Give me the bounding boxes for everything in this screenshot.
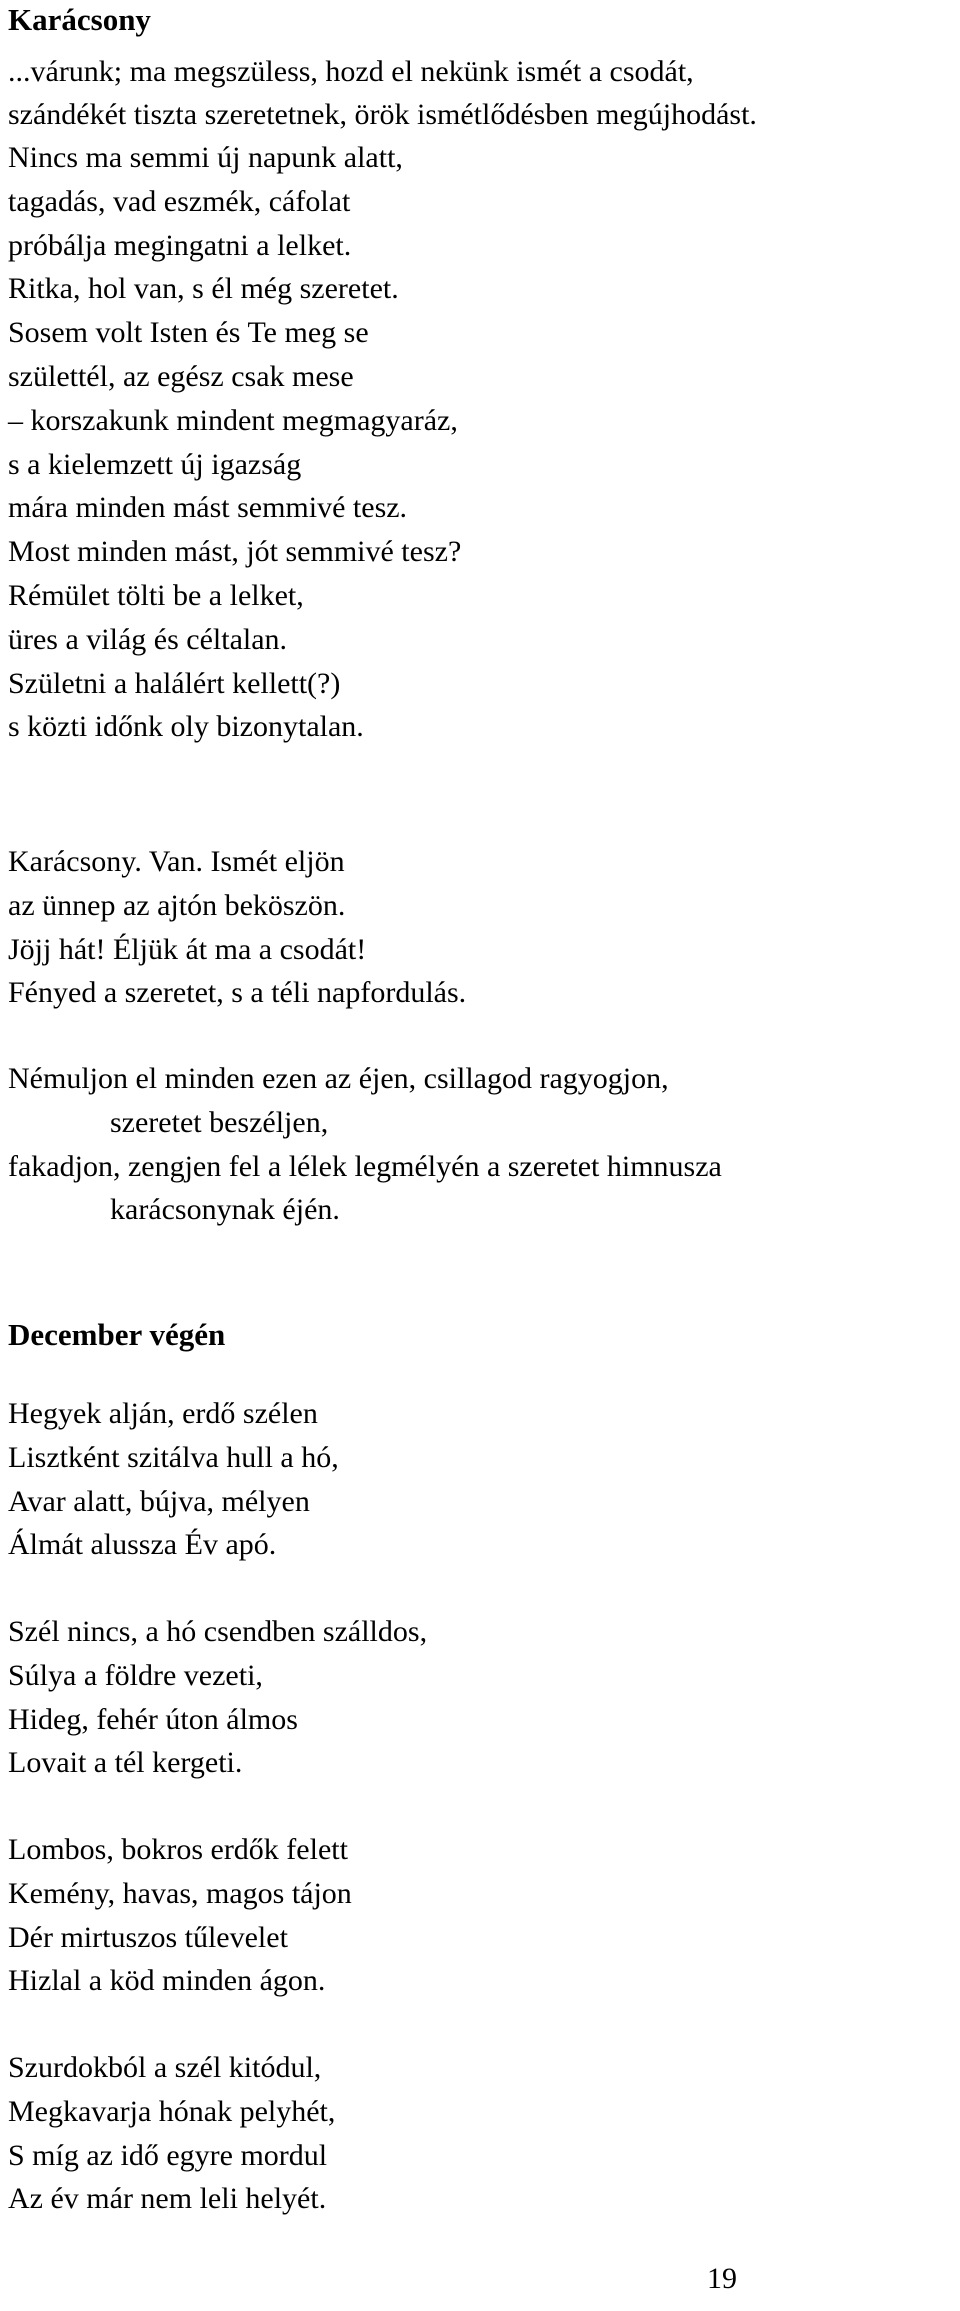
verse-line-indented: karácsonynak éjén. (110, 1193, 340, 1227)
verse-line: Rémület tölti be a lelket, (8, 578, 304, 612)
verse-line-indented: szeretet beszéljen, (110, 1105, 329, 1139)
december-stanza-2 (8, 1610, 427, 1785)
verse-line: s közti időnk oly bizonytalan. (8, 710, 364, 744)
verse-line: Karácsony. Van. Ismét eljön (8, 845, 345, 878)
verse-line: Álmát alussza Év apó. (8, 1528, 277, 1562)
verse-line: Szurdokból a szél kitódul, (8, 2051, 322, 2084)
verse-line: Szél nincs, a hó csendben szálldos, (8, 1615, 428, 1648)
verse-line: próbálja megingatni a lelket. (8, 228, 352, 262)
motto-line: ...várunk; ma megszüless, hozd el nekünk ismét a csodát, (8, 55, 694, 88)
verse-line: Némuljon el minden ezen az éjen, csillagod ragyogjon, (8, 1062, 669, 1095)
verse-line: tagadás, vad eszmék, cáfolat (8, 184, 351, 218)
verse-line: Hideg, fehér úton álmos (8, 1702, 298, 1736)
verse-line: Fényed a szeretet, s a téli napfordulás. (8, 976, 467, 1010)
poem-title-december-vegen: December végén (8, 1317, 226, 1352)
december-stanza-1 (8, 1392, 339, 1567)
december-stanza-3 (8, 1828, 352, 2003)
december-stanza-4 (8, 2046, 335, 2221)
karacsony-stanza-2 (8, 840, 466, 1015)
verse-line: – korszakunk mindent megmagyaráz, (8, 403, 458, 437)
verse-line: Kemény, havas, magos tájon (8, 1876, 352, 1910)
verse-line: Jöjj hát! Éljük át ma a csodát! (8, 932, 367, 966)
verse-line: Avar alatt, bújva, mélyen (8, 1484, 310, 1518)
verse-line: Dér mirtuszos tűlevelet (8, 1920, 288, 1954)
verse-line: Ritka, hol van, s él még szeretet. (8, 272, 399, 306)
poem-title-karacsony: Karácsony (8, 2, 151, 37)
verse-line: Most minden mást, jót semmivé tesz? (8, 535, 462, 569)
verse-line: S míg az idő egyre mordul (8, 2138, 328, 2172)
verse-line: Lisztként szitálva hull a hó, (8, 1440, 339, 1474)
verse-line: születtél, az egész csak mese (8, 359, 354, 393)
verse-line: üres a világ és céltalan. (8, 622, 288, 656)
verse-line: az ünnep az ajtón beköszön. (8, 888, 346, 922)
page-number: 19 (707, 2262, 737, 2295)
verse-line: Megkavarja hónak pelyhét, (8, 2094, 336, 2128)
verse-line: Súlya a földre vezeti, (8, 1658, 263, 1692)
verse-line: fakadjon, zengjen fel a lélek legmélyén a szeretet himnusza (8, 1149, 722, 1183)
karacsony-closing (8, 1057, 722, 1232)
karacsony-stanza-1 (8, 136, 461, 749)
verse-line: Nincs ma semmi új napunk alatt, (8, 141, 403, 174)
motto-line: szándékét tiszta szeretetnek, örök ismétlődésben megújhodást. (8, 98, 757, 131)
verse-line: Hegyek alján, erdő szélen (8, 1397, 318, 1430)
verse-line: Az év már nem leli helyét. (8, 2182, 327, 2216)
verse-line: Lombos, bokros erdők felett (8, 1833, 348, 1866)
poem-motto (8, 50, 757, 136)
verse-line: mára minden mást semmivé tesz. (8, 491, 408, 525)
verse-line: Hizlal a köd minden ágon. (8, 1964, 326, 1998)
verse-line: Lovait a tél kergeti. (8, 1746, 243, 1780)
verse-line: Sosem volt Isten és Te meg se (8, 316, 369, 350)
verse-line: s a kielemzett új igazság (8, 447, 302, 481)
verse-line: Születni a halálért kellett(?) (8, 666, 341, 700)
